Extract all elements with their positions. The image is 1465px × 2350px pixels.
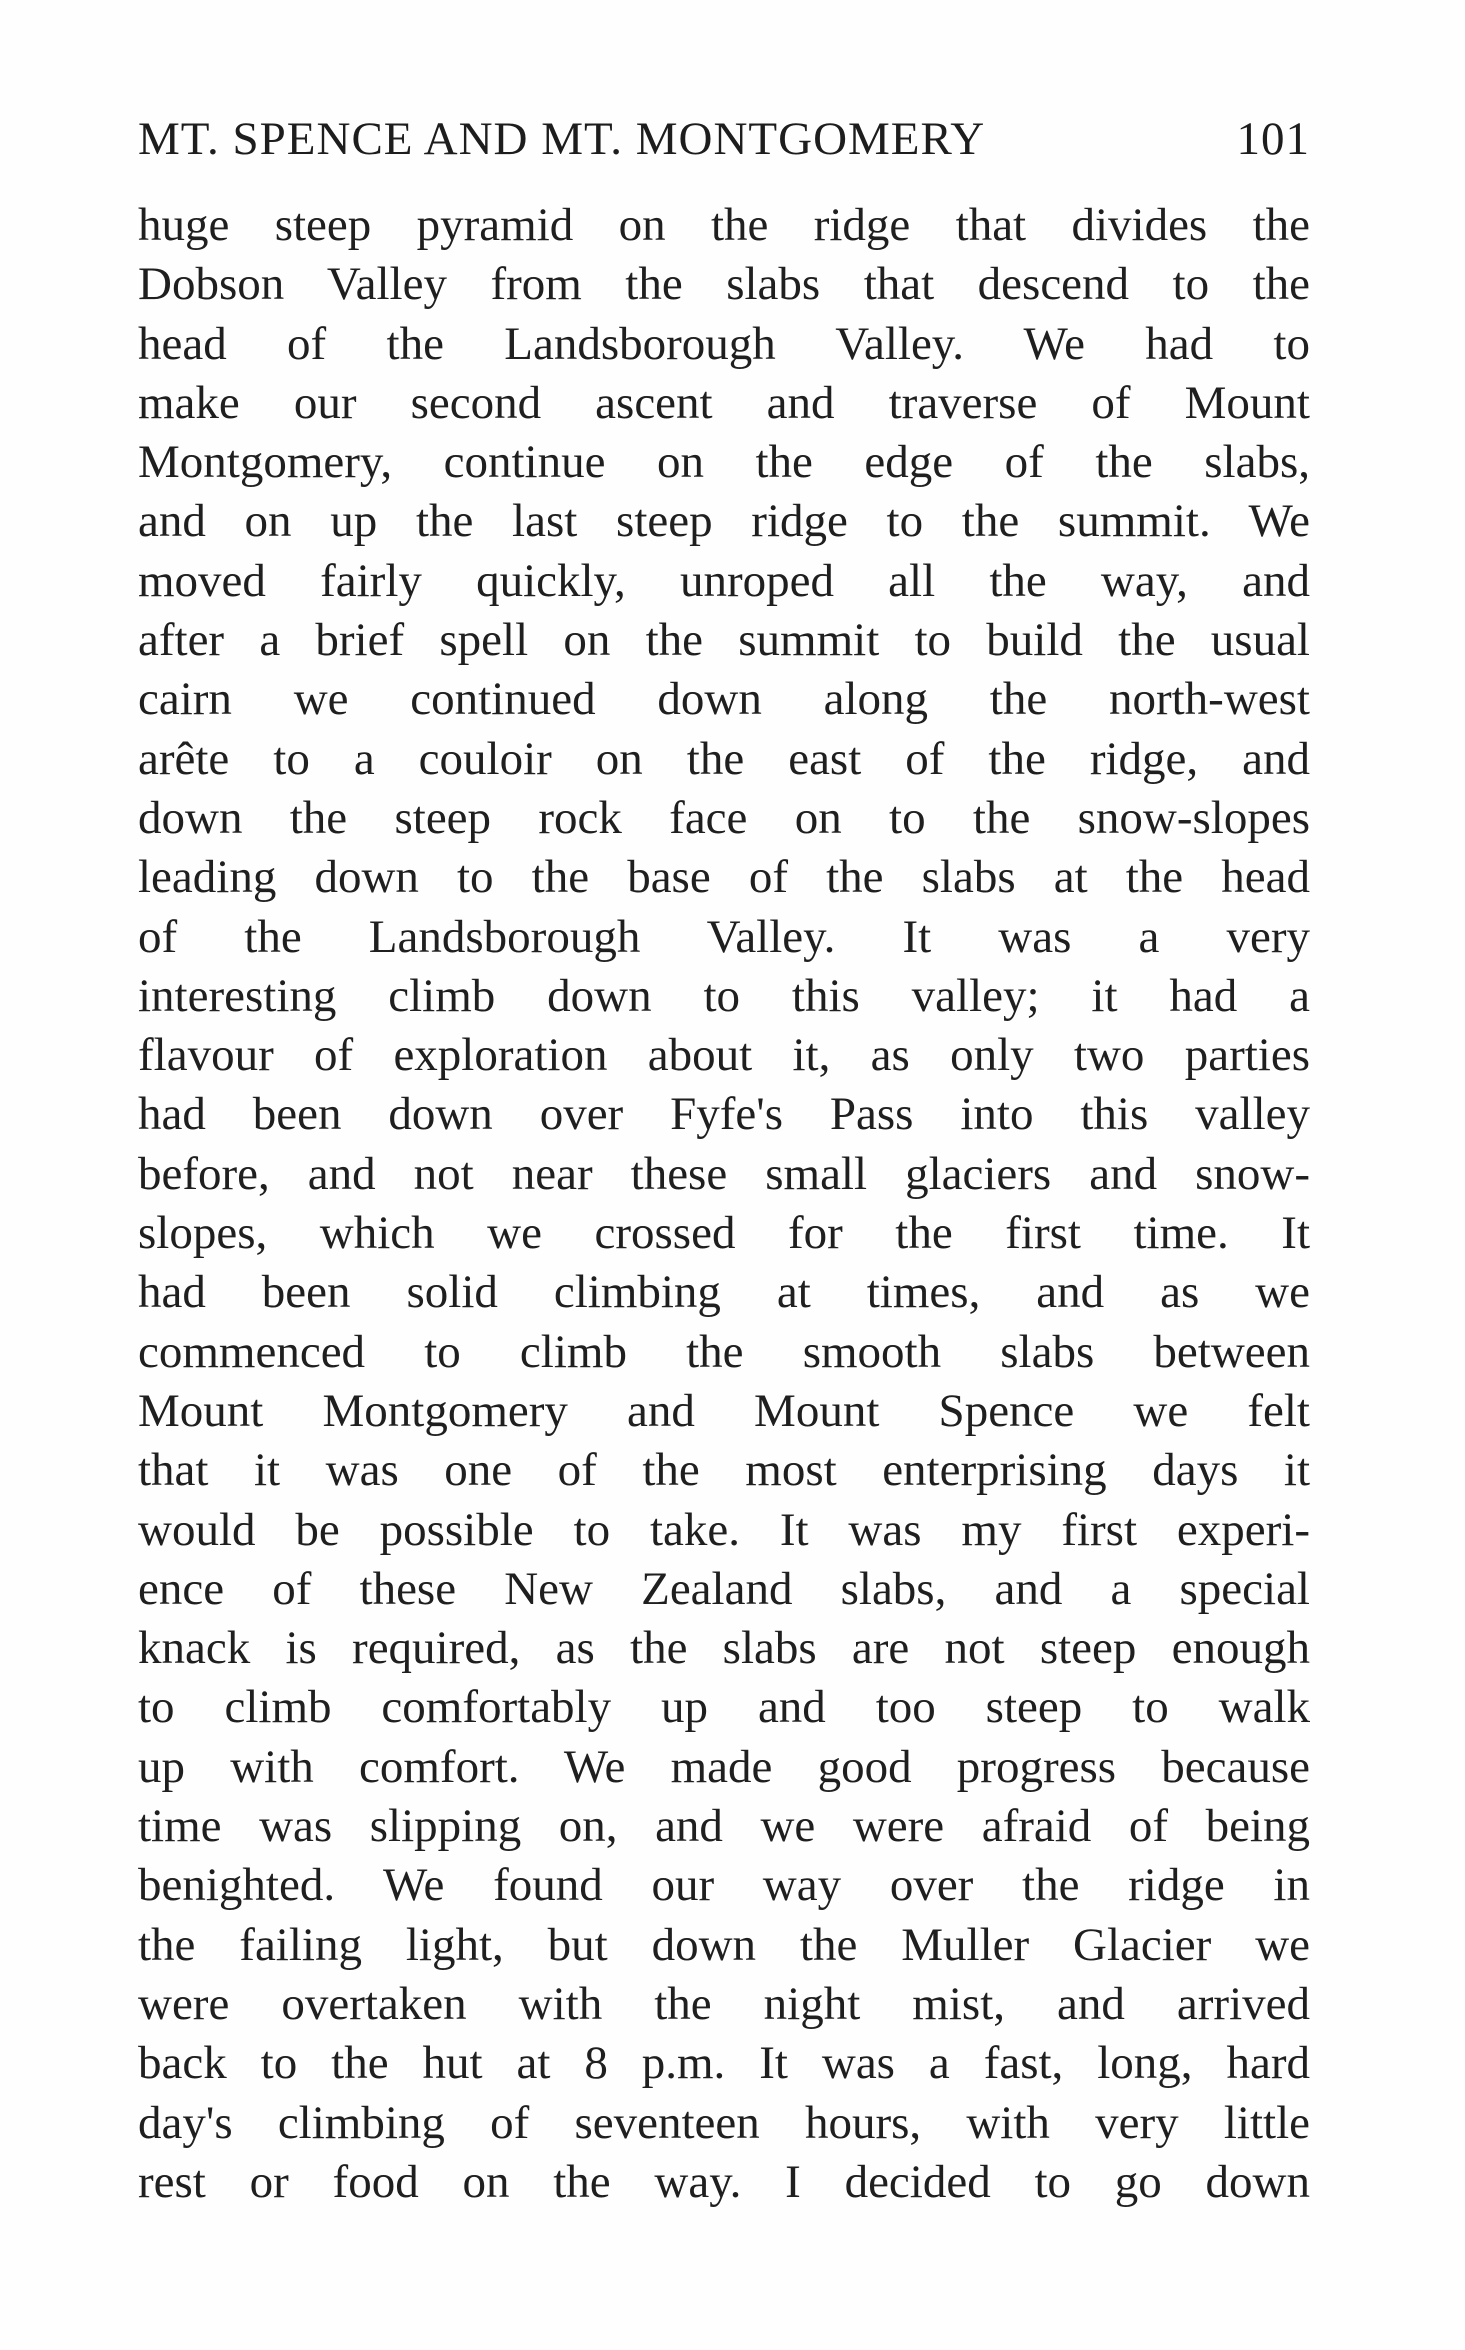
text-line: before, and not near these small glaciers and snow-: [138, 1147, 1310, 1200]
text-line: arête to a couloir on the east of the ridge, and: [138, 732, 1310, 785]
text-line: Mount Montgomery and Mount Spence we felt: [138, 1384, 1310, 1437]
text-line: Dobson Valley from the slabs that descend to the: [138, 258, 1310, 311]
text-line: time was slipping on, and we were afraid of being: [138, 1800, 1310, 1853]
text-line: back to the hut at 8 p.m. It was a fast, long, hard: [138, 2037, 1310, 2090]
text-line: and on up the last steep ridge to the summit. We: [138, 495, 1310, 548]
text-line: ence of these New Zealand slabs, and a special: [138, 1562, 1310, 1615]
page-header: [138, 112, 1310, 172]
text-line: make our second ascent and traverse of Mount: [138, 376, 1310, 429]
running-title: MT. SPENCE AND MT. MONTGOMERY: [138, 113, 986, 165]
text-line: cairn we continued down along the north-west: [138, 673, 1310, 726]
text-line: interesting climb down to this valley; it had a: [138, 969, 1310, 1022]
text-line: knack is required, as the slabs are not steep enough: [138, 1622, 1310, 1675]
text-line: the failing light, but down the Muller Glacier we: [138, 1918, 1310, 1971]
text-line: would be possible to take. It was my first experi-: [138, 1503, 1310, 1556]
text-line: down the steep rock face on to the snow-slopes: [138, 791, 1310, 844]
text-line: had been solid climbing at times, and as we: [138, 1266, 1310, 1319]
body-text: [138, 196, 1310, 2212]
text-line: commenced to climb the smooth slabs between: [138, 1325, 1310, 1378]
text-line: after a brief spell on the summit to build the usual: [138, 614, 1310, 667]
text-line: Montgomery, continue on the edge of the slabs,: [138, 436, 1310, 489]
text-line: had been down over Fyfe's Pass into this valley: [138, 1088, 1310, 1141]
text-line: to climb comfortably up and too steep to walk: [138, 1681, 1310, 1734]
text-line: of the Landsborough Valley. It was a very: [138, 910, 1310, 963]
text-line: moved fairly quickly, unroped all the way, and: [138, 554, 1310, 607]
text-line: head of the Landsborough Valley. We had to: [138, 317, 1310, 370]
text-line: were overtaken with the night mist, and arrived: [138, 1977, 1310, 2030]
text-line: rest or food on the way. I decided to go down: [138, 2155, 1310, 2208]
text-line: day's climbing of seventeen hours, with very little: [138, 2096, 1310, 2149]
text-line: flavour of exploration about it, as only two parties: [138, 1029, 1310, 1082]
text-line: leading down to the base of the slabs at the head: [138, 851, 1310, 904]
text-line: huge steep pyramid on the ridge that divides the: [138, 199, 1310, 251]
text-line: slopes, which we crossed for the first time. It: [138, 1207, 1310, 1260]
page-number: 101: [1236, 113, 1310, 165]
text-line: benighted. We found our way over the ridge in: [138, 1859, 1310, 1912]
text-line: that it was one of the most enterprising days it: [138, 1444, 1310, 1497]
text-line: up with comfort. We made good progress because: [138, 1740, 1310, 1793]
